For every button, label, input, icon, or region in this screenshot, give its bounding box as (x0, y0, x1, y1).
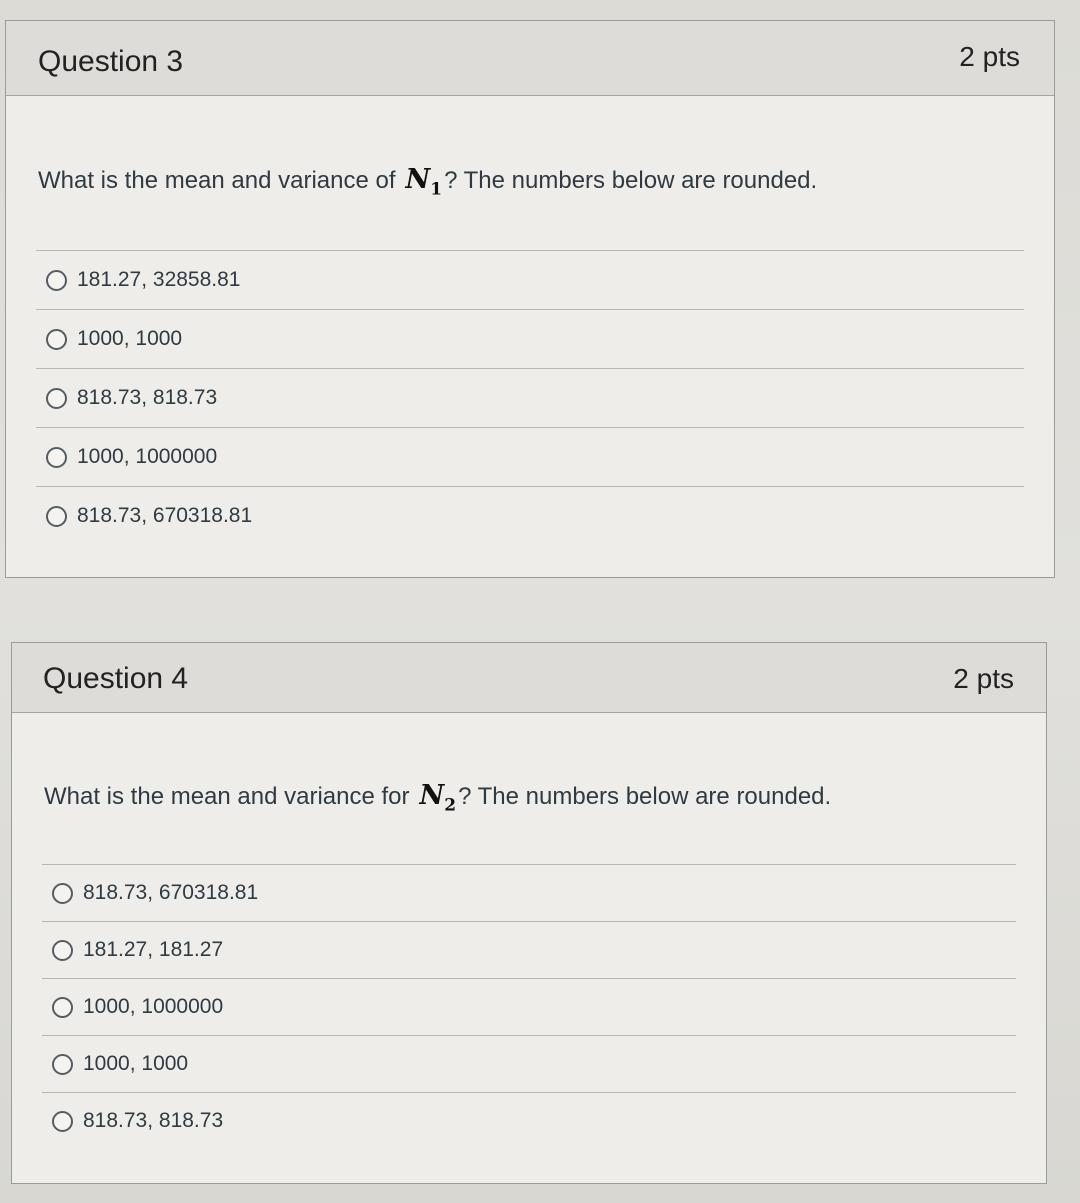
radio-button[interactable] (52, 1111, 73, 1132)
answer-option[interactable] (42, 1092, 1016, 1149)
prompt-text-before: What is the mean and variance of (38, 167, 396, 194)
question-points: 2 pts (959, 41, 1020, 72)
answer-label[interactable]: 818.73, 670318.81 (77, 504, 253, 527)
question-title: Question 3 (38, 45, 184, 78)
question-header (12, 643, 1046, 713)
radio-button[interactable] (52, 883, 73, 904)
prompt-text-before: What is the mean and variance for (44, 783, 410, 810)
answer-label[interactable]: 818.73, 818.73 (83, 1109, 224, 1132)
question-card-3 (5, 20, 1055, 578)
prompt-text-after: ? The numbers below are rounded. (444, 167, 818, 194)
radio-button[interactable] (52, 1054, 73, 1075)
answer-label[interactable]: 1000, 1000000 (77, 445, 218, 468)
answer-option[interactable] (42, 978, 1016, 1035)
question-prompt (44, 780, 831, 815)
answer-option[interactable] (36, 427, 1024, 486)
question-header (6, 21, 1054, 96)
math-variable-subscript: 1 (430, 179, 443, 200)
math-variable (419, 780, 457, 816)
answer-option[interactable] (42, 864, 1016, 921)
answer-label[interactable]: 818.73, 670318.81 (83, 881, 259, 904)
radio-button[interactable] (52, 997, 73, 1018)
answer-option[interactable] (36, 250, 1024, 309)
answer-label[interactable]: 1000, 1000000 (83, 995, 224, 1018)
answer-option[interactable] (36, 486, 1024, 545)
radio-button[interactable] (46, 447, 67, 468)
answer-list (36, 250, 1024, 545)
answer-label[interactable]: 1000, 1000 (83, 1052, 189, 1075)
math-variable-symbol: N (419, 780, 445, 811)
radio-button[interactable] (46, 506, 67, 527)
answer-label[interactable]: 1000, 1000 (77, 327, 183, 350)
radio-button[interactable] (52, 940, 73, 961)
radio-button[interactable] (46, 388, 67, 409)
math-variable-symbol: N (405, 164, 431, 195)
answer-list (42, 864, 1016, 1149)
answer-label[interactable]: 818.73, 818.73 (77, 386, 218, 409)
question-title: Question 4 (43, 662, 189, 695)
math-variable-subscript: 2 (444, 795, 457, 816)
answer-label[interactable]: 181.27, 181.27 (83, 938, 224, 961)
answer-option[interactable] (36, 368, 1024, 427)
answer-option[interactable] (36, 309, 1024, 368)
answer-option[interactable] (42, 1035, 1016, 1092)
prompt-text-after: ? The numbers below are rounded. (458, 783, 832, 810)
math-variable (405, 164, 443, 200)
radio-button[interactable] (46, 329, 67, 350)
question-points: 2 pts (953, 663, 1014, 694)
answer-label[interactable]: 181.27, 32858.81 (77, 268, 241, 291)
answer-option[interactable] (42, 921, 1016, 978)
question-card-4 (11, 642, 1047, 1184)
radio-button[interactable] (46, 270, 67, 291)
question-prompt (38, 164, 817, 199)
